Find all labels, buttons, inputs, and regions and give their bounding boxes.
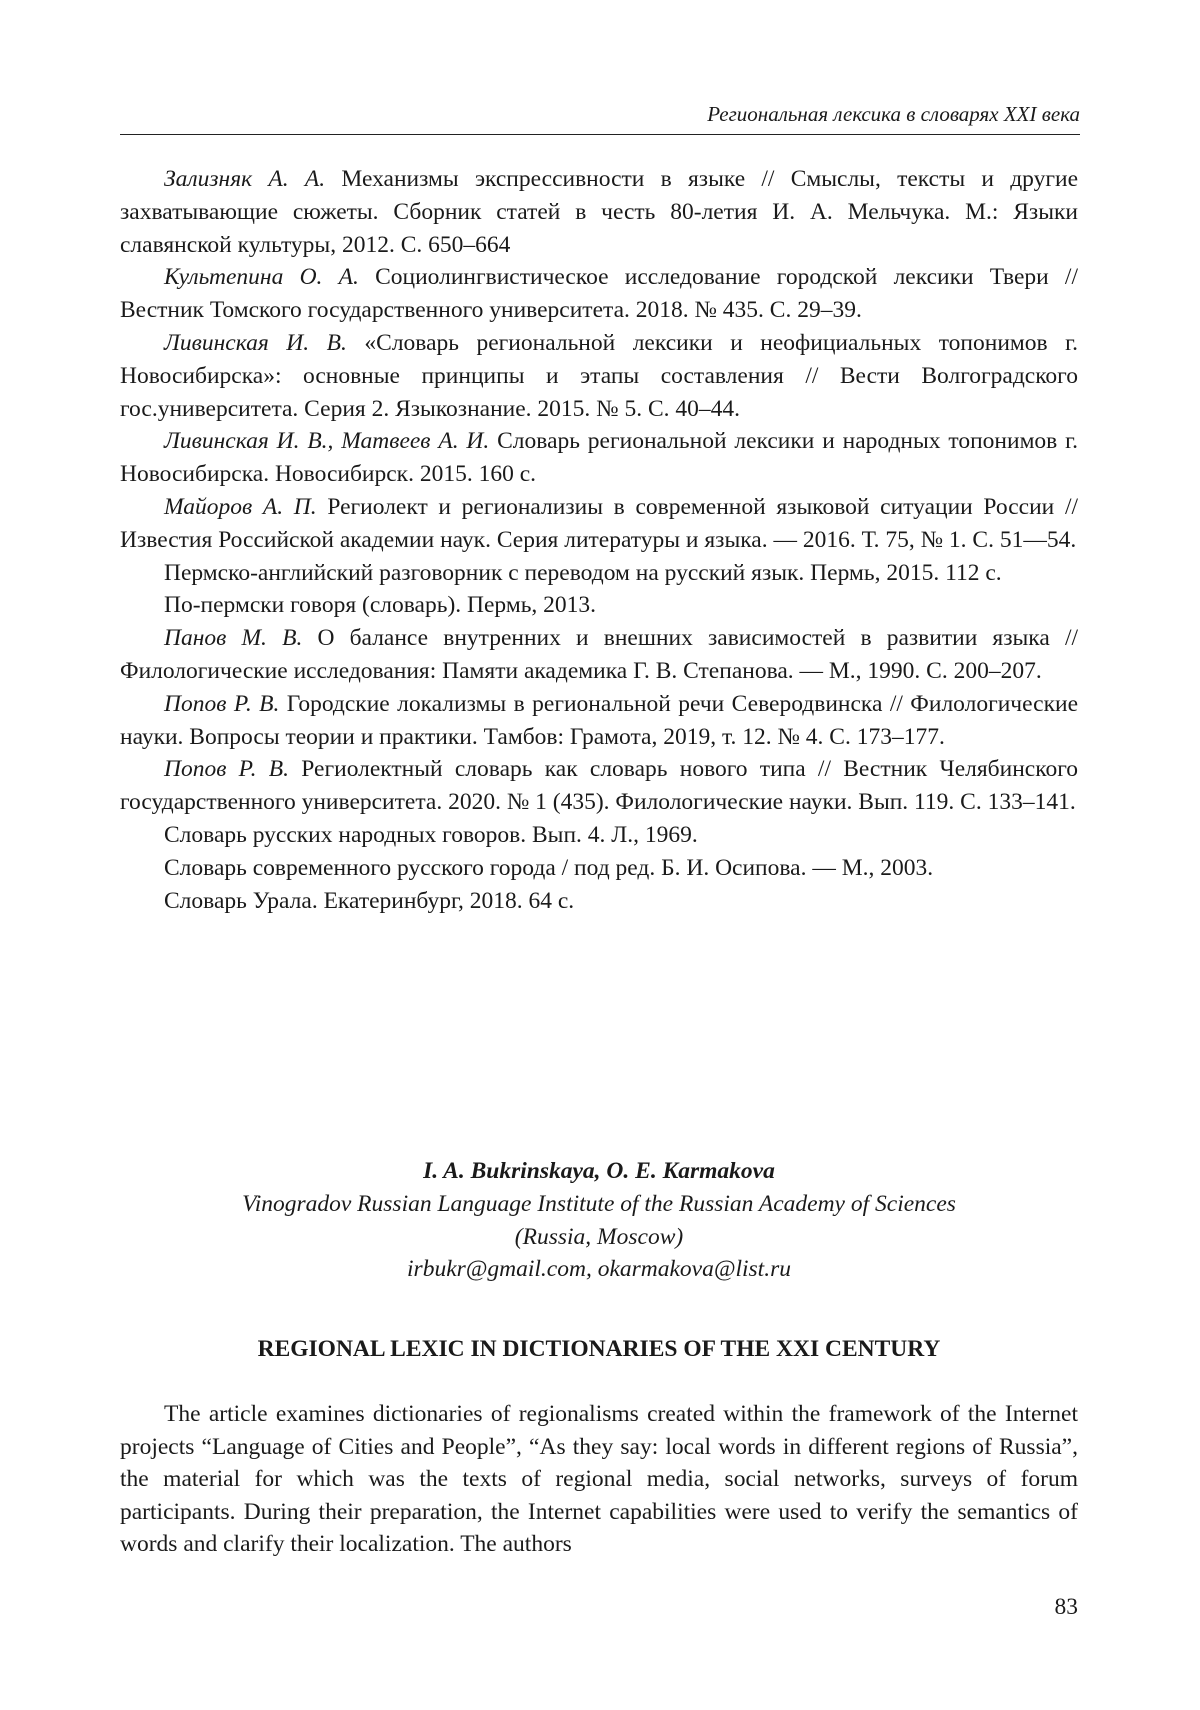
reference-author: Панов М. В. — [164, 625, 303, 652]
reference-author: Попов Р. В. — [164, 756, 290, 783]
reference-item — [120, 261, 1078, 327]
reference-author: Майоров А. П. — [164, 493, 317, 520]
reference-text: Пермско-английский разговорник с переводом на русский язык. Пермь, 2015. 112 с. — [164, 559, 1002, 586]
reference-author: Культепина О. А. — [164, 264, 359, 291]
author-emails: irbukr@gmail.com, okarmakova@list.ru — [407, 1256, 791, 1283]
reference-text: Словарь региональной лексики и народных топонимов г. Новосибирска. Новосибирск. 2015. 160 с. — [120, 428, 1078, 488]
reference-list — [120, 163, 1078, 917]
reference-text: Региолект и регионализиы в современной языковой ситуации России // Известия Российской академии наук. Серия литературы и языка. — 2016. Т. 75, № 1. С. 51—54. — [120, 493, 1079, 553]
reference-item — [120, 327, 1078, 425]
author-location: (Russia, Moscow) — [514, 1223, 684, 1250]
reference-item — [120, 819, 1078, 852]
reference-item — [120, 589, 1078, 622]
reference-text: Региолектный словарь как словарь нового типа // Вестник Челябинского государственного университета. 2020. № 1 (435). Филологические науки. Вып. 119. С. 133–141. — [120, 756, 1079, 816]
reference-text: Городские локализмы в региональной речи Северодвинска // Филологические науки. Вопросы теории и практики. Тамбов: Грамота, 2019, т. 12. № 4. С. 173–177. — [120, 690, 1079, 750]
page-number: 83 — [1054, 1594, 1078, 1620]
reference-text: Словарь современного русского города / под ред. Б. И. Осипова. — М., 2003. — [164, 854, 934, 881]
english-authors-block — [120, 1155, 1078, 1286]
reference-item — [120, 163, 1078, 261]
reference-item — [120, 688, 1078, 754]
reference-item — [120, 852, 1078, 885]
reference-author: Ливинская И. В. — [164, 329, 347, 356]
reference-text: Механизмы экспрессивности в языке // Смыслы, тексты и другие захватывающие сюжеты. Сборник статей в честь 80-летия И. А. Мельчука. М.: Языки славянской культуры, 2012. С. 650–664 — [120, 166, 1079, 258]
reference-text: О балансе внутренних и внешних зависимостей в развитии языка // Филологические исследования: Памяти академика Г. В. Степанова. — М., 1990. С. 200–207. — [120, 625, 1079, 684]
reference-author: Ливинская И. В., Матвеев А. И. — [164, 428, 490, 455]
reference-text: Социолингвистическое исследование городской лексики Твери // Вестник Томского государственного университета. 2018. № 435. С. 29–39. — [120, 264, 1078, 324]
abstract-text: The article examines dictionaries of regionalisms created within the framework of the Internet projects “Language of Cities and People”, “As they say: local words in different regions of Russia”, the material for which was the texts of regional media, social networks, surveys of forum participants. During their preparation, the Internet capabilities were used to verify the semantics of words and clarify their localization. The authors — [120, 1401, 1078, 1558]
reference-item — [120, 557, 1078, 590]
running-title: Региональная лексика в словарях XXI века — [707, 102, 1080, 126]
reference-author: Зализняк А. А. — [164, 166, 326, 192]
reference-item — [120, 425, 1078, 491]
reference-item — [120, 753, 1078, 819]
reference-author: Попов Р. В. — [164, 690, 280, 717]
reference-text: Словарь Урала. Екатеринбург, 2018. 64 с. — [164, 887, 575, 914]
author-affiliation: Vinogradov Russian Language Institute of the Russian Academy of Sciences — [242, 1190, 956, 1217]
reference-text: По-пермски говоря (словарь). Пермь, 2013. — [164, 592, 597, 619]
reference-item — [120, 885, 1078, 918]
reference-item — [120, 622, 1078, 688]
reference-text: «Словарь региональной лексики и неофициальных топонимов г. Новосибирска»: основные принципы и этапы составления // Вести Волгоградского гос.университета. Серия 2. Языкознание. 2015. № 5. С. 40–44. — [120, 329, 1078, 422]
article-title: REGIONAL LEXIC IN DICTIONARIES OF THE XXI CENTURY — [257, 1336, 941, 1362]
reference-text: Словарь русских народных говоров. Вып. 4. Л., 1969. — [164, 821, 698, 848]
author-names: I. A. Bukrinskaya, O. E. Karmakova — [423, 1158, 775, 1184]
running-header — [120, 100, 1080, 135]
reference-item — [120, 491, 1078, 557]
